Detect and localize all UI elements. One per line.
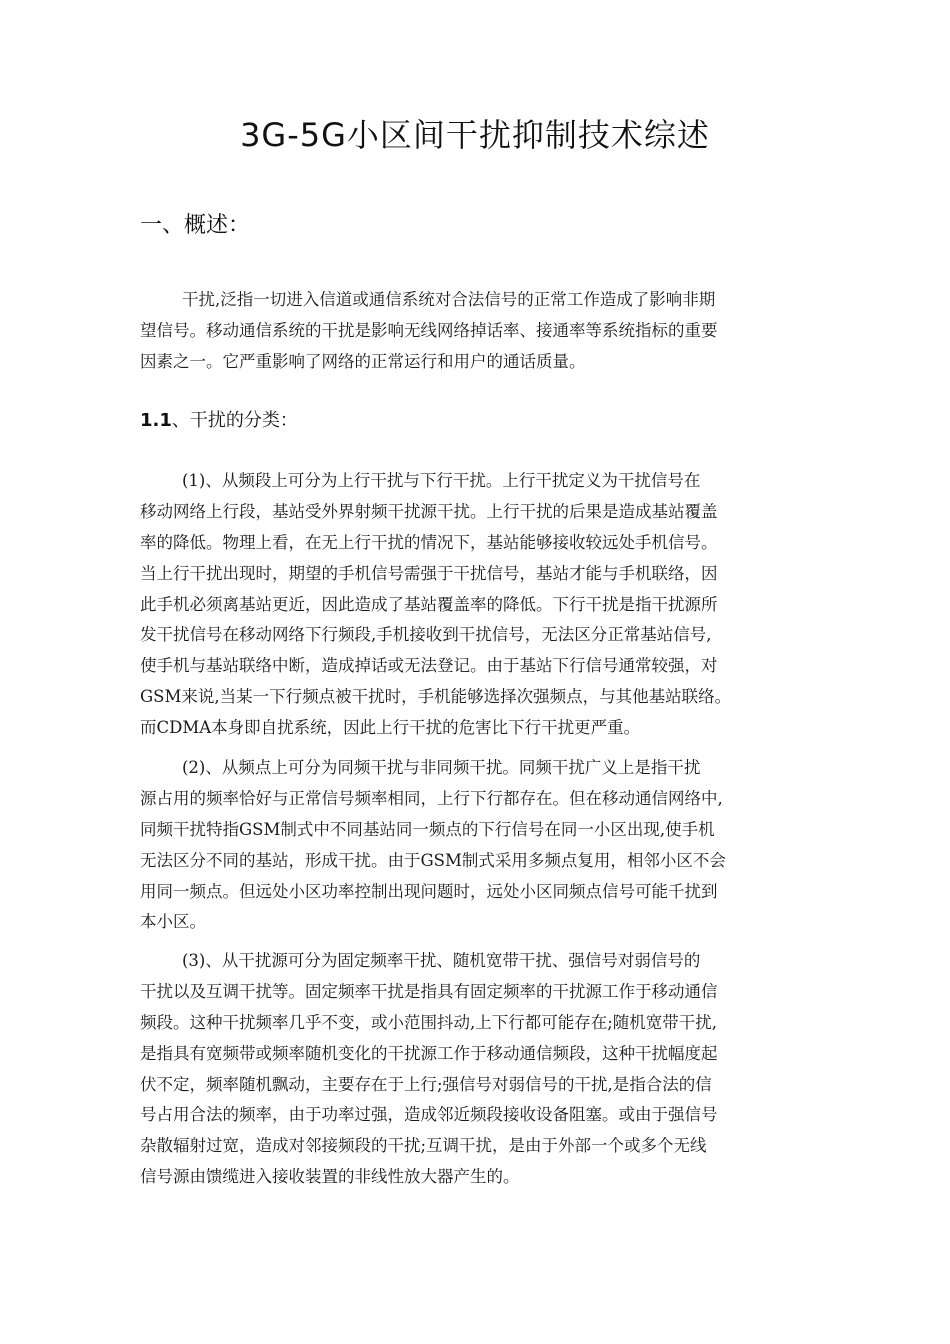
text-line: 干扰,泛指一切进入信道或通信系统对合法信号的正常工作造成了影响非期 <box>182 290 716 309</box>
paragraph-frequency-point <box>140 753 830 938</box>
text-line: 号占用合法的频率，由于功率过强，造成邻近频段接收设备阻塞。或由于强信号 <box>140 1105 718 1125</box>
text-line: 使手机与基站联络中断，造成掉话或无法登记。由于基站下行信号通常较强，对 <box>140 656 718 676</box>
subsection-heading-classification <box>140 406 298 436</box>
text-line: 是指具有宽频带或频率随机变化的干扰源工作于移动通信频段，这种干扰幅度起 <box>140 1043 718 1063</box>
text-line: (1)、从频段上可分为上行干扰与下行干扰。上行干扰定义为干扰信号在 <box>182 471 701 490</box>
text-line: 同频干扰特指GSM制式中不同基站同一频点的下行信号在同一小区出现,使手机 <box>140 819 715 839</box>
text-line: 发干扰信号在移动网络下行频段,手机接收到干扰信号，无法区分正常基站信号, <box>140 625 712 645</box>
text-line: 源占用的频率恰好与正常信号频率相同，上行下行都存在。但在移动通信网络中, <box>140 788 723 808</box>
intro-paragraph <box>140 285 830 378</box>
text-line: 因素之一。它严重影响了网络的正常运行和用户的通话质量。 <box>140 351 586 371</box>
document-title: 3G-5G小区间干扰抑制技术综述 <box>240 116 710 154</box>
text-line: 率的降低。物理上看，在无上行干扰的情况下，基站能够接收较远处手机信号。 <box>140 532 718 552</box>
text-line: GSM来说,当某一下行频点被干扰时，手机能够选择次强频点，与其他基站联络。 <box>140 687 732 707</box>
text-line: 伏不定，频率随机飘动，主要存在于上行;强信号对弱信号的干扰,是指合法的信 <box>140 1074 712 1094</box>
text-line: 本小区。 <box>140 912 206 932</box>
text-line: 干扰以及互调干扰等。固定频率干扰是指具有固定频率的干扰源工作于移动通信 <box>140 981 718 1001</box>
text-line: 此手机必须离基站更近，因此造成了基站覆盖率的降低。下行干扰是指干扰源所 <box>140 594 718 614</box>
text-line: 杂散辐射过宽，造成对邻接频段的干扰;互调干扰，是由于外部一个或多个无线 <box>140 1136 707 1156</box>
paragraph-interference-source <box>140 946 830 1193</box>
text-line: 当上行干扰出现时，期望的手机信号需强于干扰信号，基站才能与手机联络，因 <box>140 563 718 583</box>
section-heading-overview: 一、概述： <box>140 213 251 238</box>
text-line: 用同一频点。但远处小区功率控制出现问题时，远处小区同频点信号可能千扰到 <box>140 881 718 901</box>
text-line: 无法区分不同的基站，形成干扰。由于GSM制式采用多频点复用，相邻小区不会 <box>140 850 726 870</box>
text-line: 而CDMA本身即自扰系统，因此上行干扰的危害比下行干扰更严重。 <box>140 718 641 738</box>
text-line: 频段。这种干扰频率几乎不变，或小范围抖动,上下行都可能存在;随机宽带干扰, <box>140 1012 718 1032</box>
text-line: (3)、从干扰源可分为固定频率干扰、随机宽带干扰、强信号对弱信号的 <box>182 951 701 970</box>
paragraph-frequency-band <box>140 466 830 744</box>
subsection-number: 1.1 <box>140 410 172 431</box>
text-line: (2)、从频点上可分为同频干扰与非同频干扰。同频干扰广义上是指干扰 <box>182 758 701 777</box>
subsection-title: 、干扰的分类： <box>171 410 298 431</box>
text-line: 移动网络上行段，基站受外界射频干扰源干扰。上行干扰的后果是造成基站覆盖 <box>140 501 718 521</box>
text-line: 望信号。移动通信系统的干扰是影响无线网络掉话率、接通率等系统指标的重要 <box>140 320 718 340</box>
text-line: 信号源由馈缆进入接收装置的非线性放大器产生的。 <box>140 1167 520 1187</box>
